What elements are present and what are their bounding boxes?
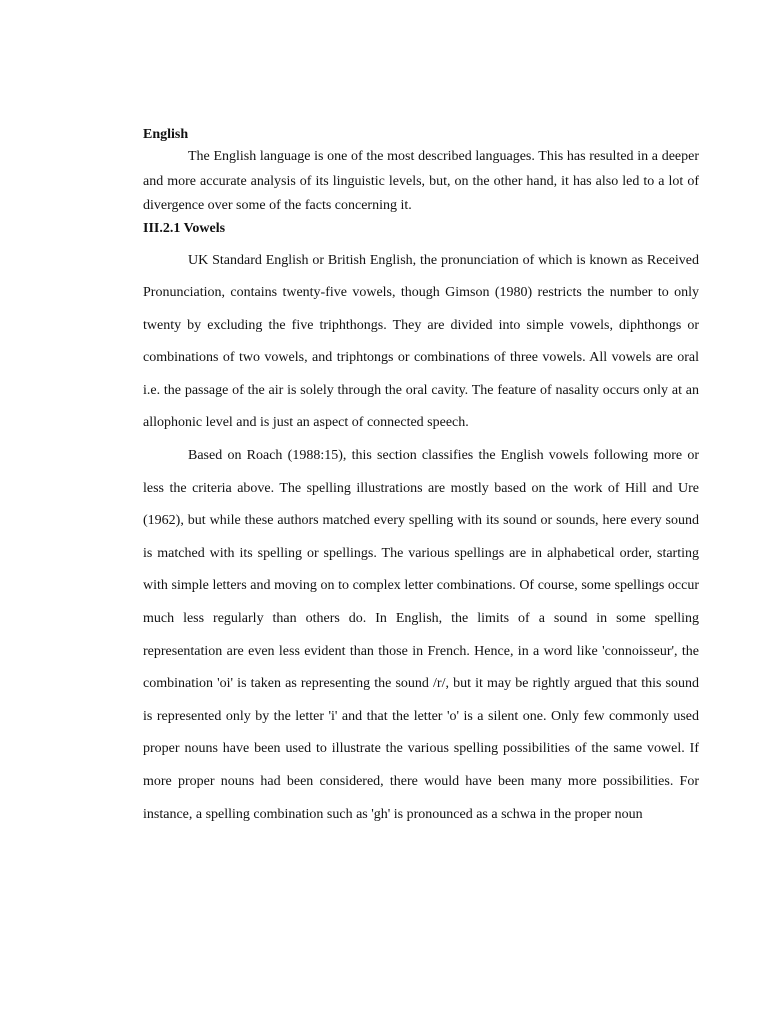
paragraph-vowels-1: UK Standard English or British English, the pronunciation of which is known as Received Pronunciation, contains twenty-five vowels, though Gimson (1980) restricts the number to only twenty by excluding the five triphthongs. They are divided into simple vowels, diphthongs or combinations of two vowels, and triphtongs or combinations of three vowels. All vowels are oral i.e. the passage of the air is solely through the oral cavity. The feature of nasality occurs only at an allophonic level and is just an aspect of connected speech.	[143, 252, 699, 431]
section-heading-vowels: III.2.1 Vowels	[143, 220, 226, 236]
paragraph-english-intro: The English language is one of the most described languages. This has resulted in a deeper and more accurate analysis of its linguistic levels, but, on the other hand, it has also led to a lot of divergence over some of the facts concerning it.	[143, 149, 699, 213]
paragraph-vowels-2: Based on Roach (1988:15), this section classifies the English vowels following more or less the criteria above. The spelling illustrations are mostly based on the work of Hill and Ure (1962), but while these authors matched every spelling with its sound or sounds, here every sound is matched with its spelling or spellings. The various spellings are in alphabetical order, starting with simple letters and moving on to complex letter combinations. Of course, some spellings occur much less regularly than others do. In English, the limits of a sound in some spelling representation are even less evident than those in French. Hence, in a word like 'connoisseur', the combination 'oi' is taken as representing the sound /r/, but it may be rightly argued that this sound is represented only by the letter 'i' and that the letter 'o' is a silent one. Only few commonly used proper nouns have been used to illustrate the various spelling possibilities of the same vowel. If more proper nouns had been considered, there would have been many more possibilities. For instance, a spelling combination such as 'gh' is pronounced as a schwa in the proper noun	[143, 448, 699, 822]
section-heading-english: English	[143, 127, 189, 142]
document-page	[143, 125, 699, 831]
